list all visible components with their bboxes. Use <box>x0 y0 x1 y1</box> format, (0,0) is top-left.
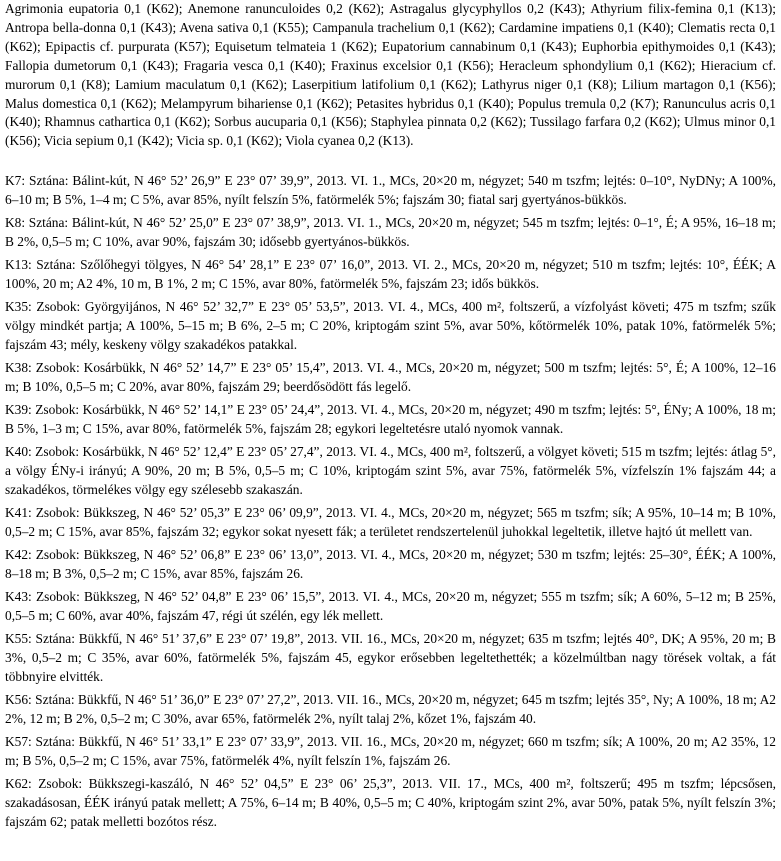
site-entry-k41: K41: Zsobok: Bükkszeg, N 46° 52’ 05,3” E 23° 06’ 09,9”, 2013. VI. 4., MCs, 20×20 m, négyzet; 565 m tszfm; sík; A 95%, 10–14 m; B 10%, 0,5–2 m; C 15%, avar 85%, fajszám 32; egykor sokat nyesett fák; a területet rendszertelenül juhokkal legeltetik, illetve hajtó út mellett van. <box>5 505 776 539</box>
site-entry-k39: K39: Zsobok: Kosárbükk, N 46° 52’ 14,1” E 23° 05’ 24,4”, 2013. VI. 4., MCs, 20×20 m, négyzet; 490 m tszfm; lejtés: 5°, ÉNy; A 100%, 18 m; B 5%, 1–3 m; C 15%, avar 80%, fatörmelék 5%, fajszám 28; egykori legeltetésre utaló nyomok vannak. <box>5 402 776 437</box>
site-entry-k7: K7: Sztána: Bálint-kút, N 46° 52’ 26,9” E 23° 07’ 39,9”, 2013. VI. 1., MCs, 20×20 m, négyzet; 540 m tszfm; lejtés: 0–10°, NyDNy; A 100%, 6–10 m; B 5%, 1–4 m; C 5%, avar 85%, nyílt felszín 5%, fatörmelék 5%; fajszám 30; fiatal sarj gyertyános-bükkös. <box>5 173 776 208</box>
site-entry-k42: K42: Zsobok: Bükkszeg, N 46° 52’ 06,8” E 23° 06’ 13,0”, 2013. VI. 4., MCs, 20×20 m, négyzet; 530 m tszfm; lejtés: 25–30°, ÉÉK; A 100%, 8–18 m; B 3%, 0,5–2 m; C 15%, avar 85%, fajszám 26. <box>5 547 776 581</box>
site-entry-k62: K62: Zsobok: Bükkszegi-kaszáló, N 46° 52’ 04,5” E 23° 06’ 25,3”, 2013. VII. 17., MCs, 400 m², foltszerű; 495 m tszfm; lépcsősen, szakadásosan, ÉÉK irányú patak mellett; A 75%, 6–14 m; B 40%, 0,5–5 m; C 40%, kriptogám szint 2%, avar 50%, patak 5%, nyílt felszín 3%; fajszám 62; patak melletti bozótos rész. <box>5 775 776 829</box>
document-page <box>5 0 776 836</box>
species-list-paragraph: Agrimonia eupatoria 0,1 (K62); Anemone ranunculoides 0,2 (K62); Astragalus glycyphyllos 0,2 (K43); Athyrium filix-femina 0,1 (K13); Antropa bella-donna 0,1 (K43); Avena sativa 0,1 (K55); Campanula trachelium 0,1 (K62); Cardamine impatiens 0,1 (K40); Clematis recta 0,1 (K62); Epipactis cf. purpurata (K57); Equisetum telmateia 1 (K62); Eupatorium cannabinum 0,1 (K43); Euphorbia epithymoides 0,1 (K43); Fallopia dumetorum 0,1 (K43); Fragaria vesca 0,1 (K40); Fraxinus excelsior 0,1 (K56); Heracleum sphondylium 0,1 (K62); Hieracium cf. murorum 0,1 (K8); Lamium maculatum 0,1 (K62); Laserpitium latifolium 0,1 (K62); Lathyrus niger 0,1 (K8); Lilium martagon 0,1 (K56); Malus domestica 0,1 (K62); Melampyrum bihariense 0,1 (K62); Petasites hybridus 0,1 (K40); Populus tremula 0,2 (K7); Ranunculus acris 0,1 (K40); Rhamnus cathartica 0,1 (K62); Sorbus aucuparia 0,1 (K56); Staphylea pinnata 0,2 (K62); Tussilago farfara 0,2 (K62); Ulmus minor 0,1 (K56); Vicia sepium 0,1 (K42); Vicia sp. 0,1 (K62); Viola cyanea 0,2 (K13). <box>5 1 776 149</box>
site-entry-k55: K55: Sztána: Bükkfű, N 46° 51’ 37,6” E 23° 07’ 19,8”, 2013. VII. 16., MCs, 20×20 m, négyzet; 635 m tszfm; lejtés 40°, DK; A 95%, 20 m; B 3%, 0,5–2 m; C 35%, avar 60%, fatörmelék 5%, fajszám 45, egykor erősebben legeltethették; a közelmúltban nagy törések voltak, a fát többnyire elvitték. <box>5 631 776 684</box>
section-gap <box>5 151 776 172</box>
site-entry-k13: K13: Sztána: Szőlőhegyi tölgyes, N 46° 54’ 28,1” E 23° 07’ 16,0”, 2013. VI. 2., MCs, 20×20 m, négyzet; 510 m tszfm; lejtés: 10°, ÉÉK; A 100%, 20 m; A2 4%, 10 m, B 1%, 2 m; C 15%, avar 80%, fatörmelék 5%, fajszám 23; idős bükkös. <box>5 257 776 292</box>
site-entry-k57: K57: Sztána: Bükkfű, N 46° 51’ 33,1” E 23° 07’ 33,9”, 2013. VII. 16., MCs, 20×20 m, négyzet; 660 m tszfm; sík; A 100%, 20 m; A2 35%, 12 m; B 5%, 0,5–2 m; C 15%, avar 75%, fatörmelék 4%, nyílt felszín 1%, fajszám 26. <box>5 733 776 768</box>
site-entry-k38: K38: Zsobok: Kosárbükk, N 46° 52’ 14,7” E 23° 05’ 15,4”, 2013. VI. 4., MCs, 20×20 m, négyzet; 500 m tszfm; lejtés: 5°, É; A 100%, 12–16 m; B 10%, 0,5–5 m; C 20%, avar 80%, fajszám 29; beerdősödött fás legelő. <box>5 360 776 395</box>
site-entry-k43: K43: Zsobok: Bükkszeg, N 46° 52’ 04,8” E 23° 06’ 15,5”, 2013. VI. 4., MCs, 20×20 m, négyzet; 555 m tszfm; sík; A 60%, 5–12 m; B 25%, 0,5–5 m; C 60%, avar 40%, fajszám 47, régi út szélén, egy lék mellett. <box>5 589 776 623</box>
site-entry-k40: K40: Zsobok: Kosárbükk, N 46° 52’ 12,4” E 23° 05’ 27,4”, 2013. VI. 4., MCs, 400 m², foltszerű, a völgyet követi; 515 m tszfm; lejtés: átlag 5°, a völgy ÉNy-i irányú; A 90%, 20 m; B 5%, 0,5–5 m; C 10%, kriptogám szint 5%, avar 75%, fatörmelék 5%, vízfelszín 1% fajszám 44; a szakadékos, törmelékes völgy egy szélesebb szakaszán. <box>5 444 776 497</box>
site-entry-k35: K35: Zsobok: Györgyijános, N 46° 52’ 32,7” E 23° 05’ 53,5”, 2013. VI. 4., MCs, 400 m², foltszerű, a vízfolyást követi; 475 m tszfm; szűk völgy mindkét partja; A 100%, 5–15 m; B 6%, 2–5 m; C 20%, kriptogám szint 5%, avar 50%, kőtörmelék 10%, patak 10%, fatörmelék 5%; fajszám 43; mély, keskeny völgy szakadékos patakkal. <box>5 299 776 353</box>
site-entry-k56: K56: Sztána: Bükkfű, N 46° 51’ 36,0” E 23° 07’ 27,2”, 2013. VII. 16., MCs, 20×20 m, négyzet; 645 m tszfm; lejtés 35°, Ny; A 100%, 18 m; A2 2%, 12 m; B 2%, 0,5–2 m; C 30%, avar 65%, fatörmelék 2%, nyílt talaj 2%, kőzet 1%, fajszám 40. <box>5 691 776 726</box>
site-entry-k8: K8: Sztána: Bálint-kút, N 46° 52’ 25,0” E 23° 07’ 38,9”, 2013. VI. 1., MCs, 20×20 m, négyzet; 545 m tszfm; lejtés: 0–1°, É; A 95%, 16–18 m; B 2%, 0,5–5 m; C 10%, avar 90%, fajszám 30; idősebb gyertyános-bükkös. <box>5 215 776 250</box>
site-entries <box>5 172 776 831</box>
